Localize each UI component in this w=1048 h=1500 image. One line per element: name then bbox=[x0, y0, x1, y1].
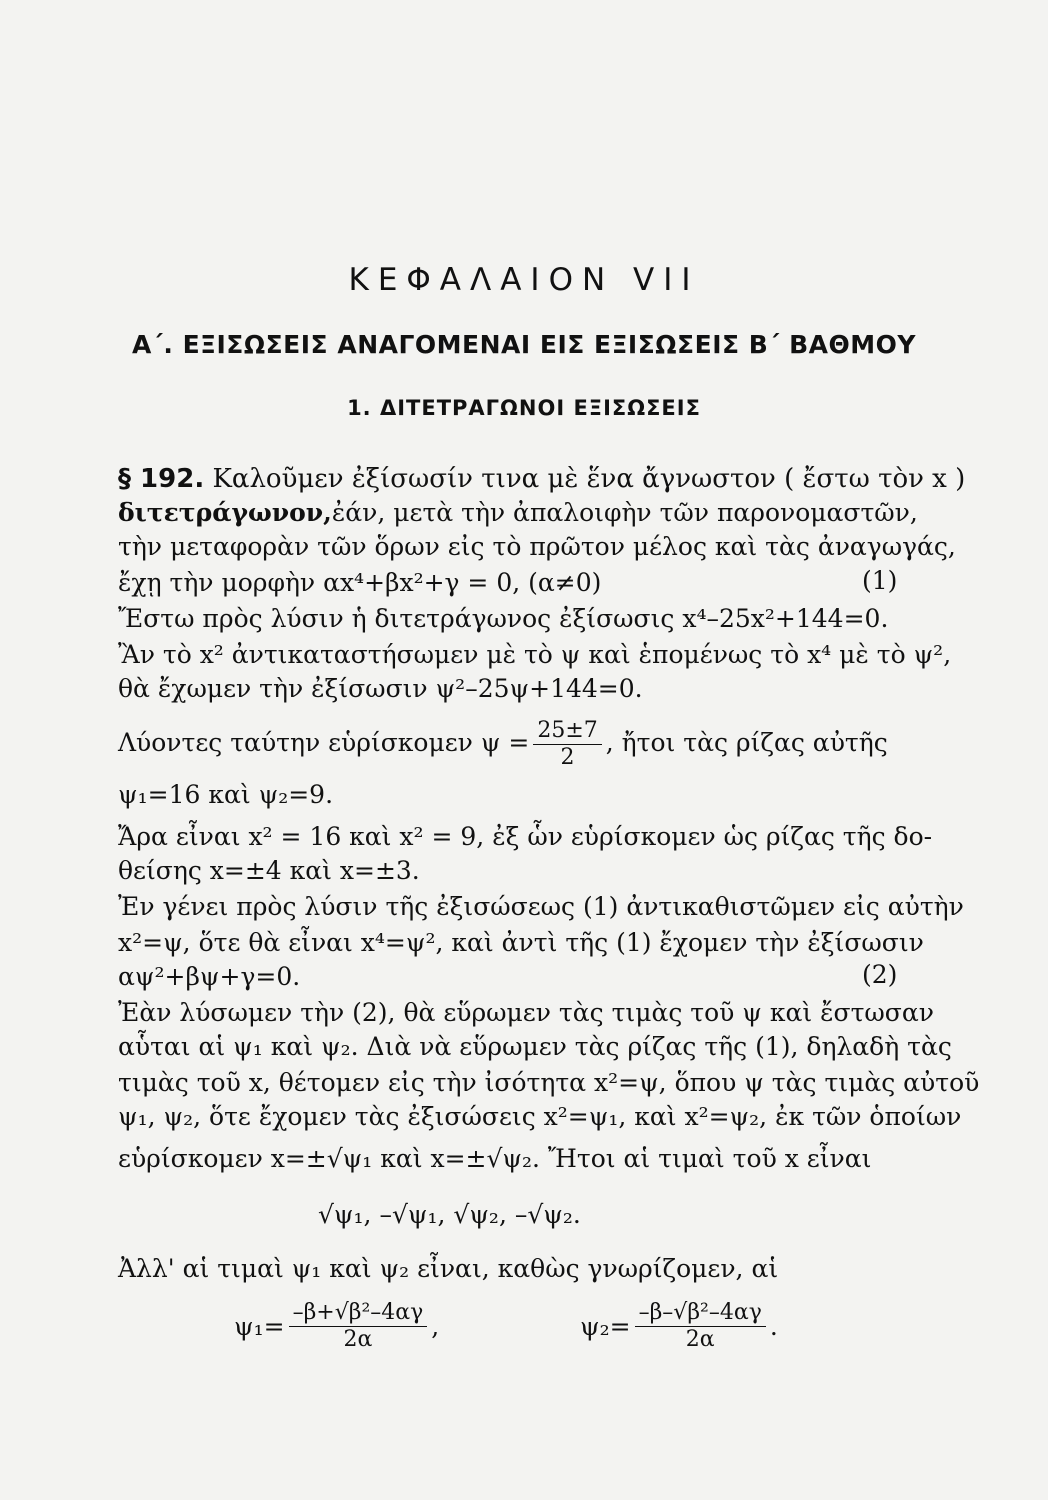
subsection-title: 1. ΔΙΤΕΤΡΑΓΩΝΟΙ ΕΞΙΣΩΣΕΙΣ bbox=[347, 396, 701, 420]
fraction bbox=[533, 718, 601, 771]
fraction-numerator: –β+√β²–4αγ bbox=[289, 1300, 428, 1327]
section-title: Α΄. ΕΞΙΣΩΣΕΙΣ ΑΝΑΓΟΜΕΝΑΙ ΕΙΣ ΕΞΙΣΩΣΕΙΣ Β΄ ΒΑΘΜΟΥ bbox=[132, 330, 916, 359]
fraction bbox=[289, 1300, 428, 1353]
paragraph-text: ἐάν, μετὰ τὴν ἀπαλοιφὴν τῶν παρονομαστῶν, bbox=[331, 498, 918, 527]
paragraph-line: αὗται αἱ ψ₁ καὶ ψ₂. Διὰ νὰ εὕρωμεν τὰς ρίζας τῆς (1), δηλαδὴ τὰς bbox=[118, 1032, 952, 1061]
paragraph-line: Ἐν γένει πρὸς λύσιν τῆς ἐξισώσεως (1) ἀντικαθιστῶμεν εἰς αὐτὴν bbox=[118, 892, 964, 921]
fraction-denominator: 2α bbox=[343, 1327, 373, 1352]
paragraph-line: ψ₁, ψ₂, ὅτε ἔχομεν τὰς ἐξισώσεις x²=ψ₁, καὶ x²=ψ₂, ἐκ τῶν ὁποίων bbox=[118, 1102, 962, 1131]
paragraph-line: Ἂν τὸ x² ἀντικαταστήσωμεν μὲ τὸ ψ καὶ ἑπομένως τὸ x⁴ μὲ τὸ ψ², bbox=[118, 640, 952, 669]
formula-lhs: ψ₂= bbox=[580, 1312, 631, 1341]
paragraph-line: Ἄρα εἶναι x² = 16 καὶ x² = 9, ἐξ ὧν εὑρίσκομεν ὡς ρίζας τῆς δο- bbox=[118, 822, 933, 851]
defined-term: διτετράγωνον, bbox=[118, 498, 332, 527]
formula-punct: . bbox=[769, 1312, 778, 1341]
equation-tag: (1) bbox=[862, 566, 898, 595]
fraction-denominator: 2α bbox=[685, 1327, 715, 1352]
paragraph-line bbox=[118, 496, 918, 530]
paragraph-line: Ἐὰν λύσωμεν τὴν (2), θὰ εὕρωμεν τὰς τιμὰς τοῦ ψ καὶ ἔστωσαν bbox=[118, 998, 934, 1027]
fraction bbox=[635, 1300, 766, 1353]
paragraph-line: τὴν μεταφορὰν τῶν ὅρων εἰς τὸ πρῶτον μέλος καὶ τὰς ἀναγωγάς, bbox=[118, 532, 956, 561]
paragraph-line: Ἀλλ' αἱ τιμαὶ ψ₁ καὶ ψ₂ εἶναι, καθὼς γνωρίζομεν, αἱ bbox=[118, 1254, 779, 1283]
formula-psi2 bbox=[580, 1300, 778, 1353]
paragraph-number: § 192. bbox=[118, 464, 205, 494]
paragraph-line: Ἔστω πρὸς λύσιν ἡ διτετράγωνος ἐξίσωσις x⁴–25x²+144=0. bbox=[118, 604, 889, 633]
chapter-title: ΚΕΦΑΛΑΙΟΝ VII bbox=[348, 262, 700, 298]
paragraph-line: θὰ ἔχωμεν τὴν ἐξίσωσιν ψ²–25ψ+144=0. bbox=[118, 674, 643, 703]
paragraph-line: εὑρίσκομεν x=±√ψ₁ καὶ x=±√ψ₂. Ἤτοι αἱ τιμαὶ τοῦ x εἶναι bbox=[118, 1144, 872, 1173]
paragraph-line: τιμὰς τοῦ x, θέτομεν εἰς τὴν ἰσότητα x²=ψ, ὅπου ψ τὰς τιμὰς αὐτοῦ bbox=[118, 1068, 980, 1097]
paragraph-text: Λύοντες ταύτην εὑρίσκομεν ψ = bbox=[118, 728, 530, 757]
formula-psi1 bbox=[234, 1300, 439, 1353]
equation-tag: (2) bbox=[862, 960, 898, 989]
roots-list: √ψ₁, –√ψ₁, √ψ₂, –√ψ₂. bbox=[318, 1200, 581, 1229]
fraction-numerator: 25±7 bbox=[533, 718, 601, 745]
paragraph-line bbox=[118, 462, 966, 496]
equation-line: αψ²+βψ+γ=0. bbox=[118, 962, 301, 991]
paragraph-line: x²=ψ, ὅτε θὰ εἶναι x⁴=ψ², καὶ ἀντὶ τῆς (1) ἔχομεν τὴν ἐξίσωσιν bbox=[118, 928, 924, 957]
paragraph-line: θείσης x=±4 καὶ x=±3. bbox=[118, 856, 420, 885]
paragraph-line bbox=[118, 718, 910, 771]
equation-text: ἔχῃ τὴν μορφὴν αx⁴+βx²+γ = 0, (α≠0) bbox=[118, 568, 602, 597]
equation-line bbox=[118, 566, 910, 600]
formula-lhs: ψ₁= bbox=[234, 1312, 285, 1341]
formula-punct: , bbox=[431, 1312, 440, 1341]
fraction-denominator: 2 bbox=[560, 745, 575, 770]
paragraph-text: , ἤτοι τὰς ρίζας αὐτῆς bbox=[605, 728, 888, 757]
fraction-numerator: –β–√β²–4αγ bbox=[635, 1300, 766, 1327]
paragraph-text: Καλοῦμεν ἐξίσωσίν τινα μὲ ἕνα ἄγνωστον ( ἔστω τὸν x ) bbox=[212, 464, 966, 494]
paragraph-line: ψ₁=16 καὶ ψ₂=9. bbox=[118, 780, 334, 809]
